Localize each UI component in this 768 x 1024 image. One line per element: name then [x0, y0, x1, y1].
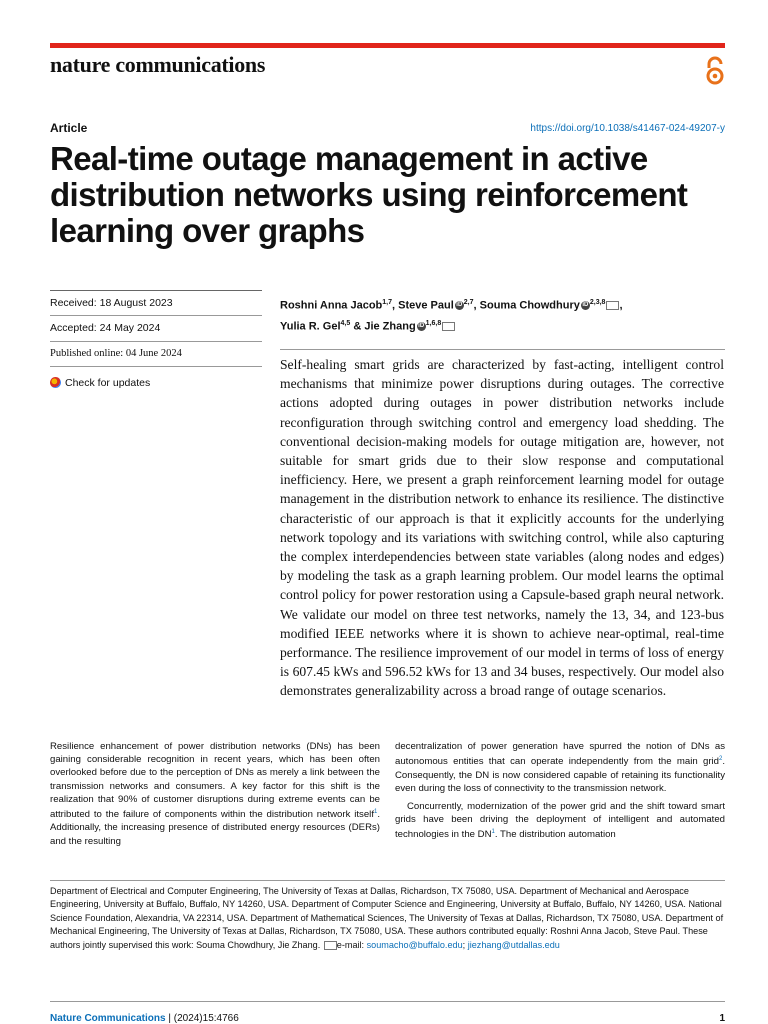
doi-link[interactable]: https://doi.org/10.1038/s41467-024-49207-y — [530, 123, 725, 134]
journal-name: nature communications — [50, 52, 266, 77]
footer-volume: | (2024)15:4766 — [168, 1013, 239, 1024]
orcid-icon[interactable]: iD — [456, 302, 463, 309]
author-name[interactable]: Roshni Anna Jacob — [280, 299, 383, 312]
abstract: Self-healing smart grids are characterized by fast-acting, intelligent control mechanisms that minimize power disruptions during outages. The corrective actions adopted during outages in power distribution networks include reconfiguration through switching control and emergency load shedding. The conventional decision-making models for outage mitigation are, however, not suitable for smart grids due to their slow response and computational inefficiency. Here, we present a graph reinforcement learning model for outage management in the distribution network to enhance its resilience. The distinctive characteristic of our approach is that it explicitly accounts for the underlying network topology and its variations with switching control, while also capturing the complex interdependencies between state variables (along nodes and edges) by modeling the task as a graph learning problem. Our model learns the optimal control policy for power restoration using a Capsule-based graph neural network. We validate our model on three test networks, namely the 13, 34, and 123-bus modified IEEE networks where it is shown to achieve near-optimal, real-time performance. The resilience improvement of our model in terms of loss of energy is 607.45 kWs and 596.52 kWs for 13 and 34 buses, respectively. Our model also demonstrates generalizability across a broad range of outage scenarios. — [280, 357, 724, 699]
body-paragraph — [395, 800, 725, 842]
body-column-right — [395, 740, 725, 847]
orcid-icon[interactable]: iD — [582, 302, 589, 309]
published-date: Published online: 04 June 2024 — [50, 341, 262, 367]
accepted-date: Accepted: 24 May 2024 — [50, 315, 262, 341]
check-updates-icon — [50, 377, 61, 388]
email-link[interactable]: soumacho@buffalo.edu — [366, 939, 463, 950]
reference-link[interactable]: 1 — [491, 829, 495, 836]
author-affiliation: 2,7 — [463, 299, 474, 306]
affiliations-text: Department of Electrical and Computer Engineering, The University of Texas at Dallas, Richardson, TX 75080, USA. Department of Mechanical and Aerospace Engineering, University at Buffalo, Buffalo, NY 14260, USA. Department of Computer Science and Engineering, University at Buffalo, Buffalo, NY 14260, USA. National Science Foundation, Alexandria, VA 22314, USA. Department of Mathematical Sciences, The University of Texas at Dallas, Richardson, TX 75080, USA. Department of Mechanical Engineering, The University of Texas at Dallas, Richardson, TX 75080, USA. These authors contributed equally: Roshni Anna Jacob, Steve Paul. These authors jointly supervised this work: Souma Chowdhury, Jie Zhang. — [50, 886, 724, 950]
reference-link[interactable]: 2 — [718, 756, 723, 763]
top-accent-bar — [50, 43, 725, 48]
author-list — [280, 294, 700, 335]
footer-journal[interactable]: Nature Communications — [50, 1013, 166, 1024]
abstract-divider — [280, 349, 725, 350]
author-separator: , — [619, 299, 623, 312]
body-text: . Additionally, the increasing presence of distributed energy resources (DERs) and the resulting — [50, 809, 380, 847]
article-type: Article — [50, 121, 88, 135]
body-text: decentralization of power generation have spurred the notion of DNs as autonomous entities that can operate independently from the main grid — [395, 741, 725, 768]
author-affiliation: 1,7 — [382, 299, 393, 306]
open-access-icon[interactable] — [702, 56, 728, 86]
author-name[interactable]: Steve Paul — [398, 299, 454, 312]
mail-icon[interactable] — [442, 322, 455, 331]
author-separator: , — [392, 299, 399, 312]
check-updates-button[interactable] — [50, 366, 262, 392]
received-date: Received: 18 August 2023 — [50, 290, 262, 316]
mail-icon — [324, 941, 337, 950]
author-affiliation: 2,3,8 — [589, 299, 606, 306]
email-label: e-mail: — [336, 939, 365, 950]
footer-divider — [50, 1001, 725, 1002]
body-text: . Consequently, the DN is now considered capable of retaining its functionality even during the loss of connectivity to the transmission network. — [395, 756, 725, 794]
page-number: 1 — [719, 1013, 725, 1024]
mail-icon[interactable] — [606, 301, 619, 310]
email-link[interactable]: jiezhang@utdallas.edu — [467, 939, 560, 950]
author-name[interactable]: Yulia R. Gel — [280, 320, 341, 333]
body-paragraph — [395, 740, 725, 795]
author-separator: , — [473, 299, 480, 312]
article-title: Real-time outage management in active distribution networks using reinforcement learning over graphs — [50, 140, 688, 249]
body-column-left — [50, 740, 380, 853]
footer-citation — [50, 1013, 239, 1024]
body-paragraph — [50, 740, 380, 848]
check-updates-label: Check for updates — [65, 376, 151, 389]
author-name[interactable]: Jie Zhang — [364, 320, 416, 333]
author-affiliation: 1,6,8 — [425, 319, 442, 327]
reference-link[interactable]: 1 — [373, 809, 378, 816]
author-affiliation: 4,5 — [340, 319, 351, 327]
affiliation-footnotes: Department of Electrical and Computer Engineering, The University of Texas at Dallas, Richardson, TX 75080, USA. Department of Mechanical and Aerospace Engineering, University at Buffalo, Buffalo, NY 14260, USA. Department of Computer Science and Engineering, University at Buffalo, Buffalo, NY 14260, USA. National Science Foundation, Alexandria, VA 22314, USA. Department of Mathematical Sciences, The University of Texas at Dallas, Richardson, TX 75080, USA. Department of Mechanical Engineering, The University of Texas at Dallas, Richardson, TX 75080, USA. These authors contributed equally: Roshni Anna Jacob, Steve Paul. These authors jointly supervised this work: Souma Chowdhury, Jie Zhang. e-mail: soumacho@buffalo.edu; jiezhang@utdallas.edu — [50, 880, 725, 952]
author-name[interactable]: Souma Chowdhury — [479, 299, 580, 312]
body-text: Concurrently, modernization of the power grid and the shift toward smart grids have been driving the deployment of intelligent and automated technologies in the DN — [395, 801, 725, 841]
author-separator: & — [350, 320, 365, 333]
orcid-icon[interactable]: iD — [418, 322, 425, 329]
body-text: Resilience enhancement of power distribution networks (DNs) has been gaining considerable recognition in recent years, which has been often overlooked before due to the perception of DNs as merely a link between the transmission networks and consumers. A key factor for this shift is the realization that 90% of customer disruptions during extreme events can be attributed to the failure of components within the distribution network itself — [50, 741, 380, 821]
body-text: . The distribution automation — [494, 829, 616, 841]
